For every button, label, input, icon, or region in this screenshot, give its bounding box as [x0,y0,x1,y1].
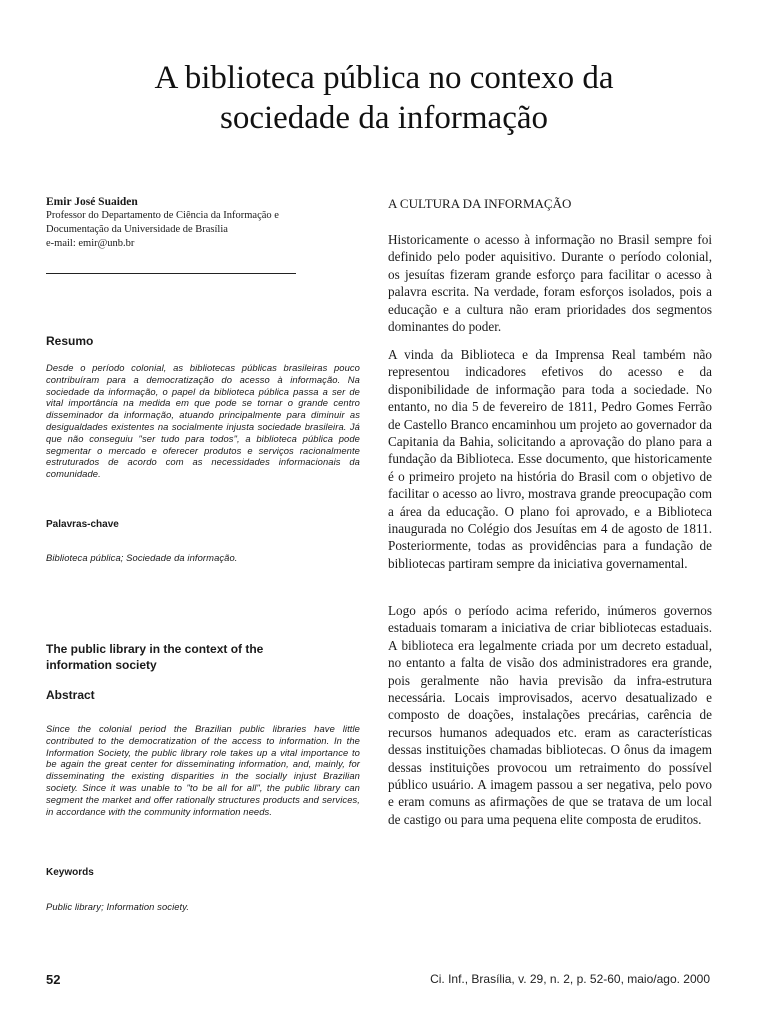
abstract-text: Since the colonial period the Brazilian public libraries have little contributed to the democratization of the access to information. In the Information Society, the public library role takes up a vital importance to be again the great center for disseminating information, and, mainly, for disseminating the existing disparities in the socially injust Brazilian society. Since it was unable to "to be all for all", the public library can segment the market and offer rationally structures products and services, in accordance with the community information needs. [46,723,360,817]
body-paragraph-3: Logo após o período acima referido, inúmeros governos estaduais tomaram a iniciativa de criar bibliotecas estaduais. A biblioteca era legalmente criada por um decreto estadual, no entanto a falta de visão dos administradores era grande, pois geralmente não havia previsão da infra-estrutura necessária. Locais improvisados, acervo desatualizado e composto de doações, instalações precárias, carência de recursos humanos adequados etc. eram as características dessas instituições chamadas bibliotecas. O ônus da imagem dessas instituições provocou um retraimento do possível público usuário. A imagem passou a ser negativa, pelo povo e eram comuns as afirmações de que se tratava de um local de castigo ou para uma pequena elite composta de eruditos. [388,603,712,827]
author-divider [46,273,296,274]
author-email: e-mail: emir@unb.br [46,238,135,249]
author-block [46,195,366,251]
article-title-line1: A biblioteca pública no contexo da [154,60,614,96]
body-paragraph-2: A vinda da Biblioteca e da Imprensa Real também não representou indicadores efetivos do acesso e da disponibilidade de informação para toda a sociedade. No entanto, no dia 5 de fevereiro de 1811, Pedro Gomes Ferrão de Castello Branco encaminhou um projeto ao governador da Capitania da Bahia, solicitando a aprovação do plano para a fundação da Biblioteca. Esse documento, que historicamente é o primeiro projeto na história do Brasil com o objetivo de facilitar o acesso ao livro, mostrava grande preocupação com a área da educação. O plano foi aprovado, e a Biblioteca inaugurada no Colégio dos Jesuítas em 4 de agosto de 1811. Posteriormente, todas as providências para a fundação de bibliotecas partiram sempre da iniciativa governamental. [388,347,712,571]
keywords-heading: Keywords [46,867,94,878]
author-affiliation-line2: Documentação da Universidade de Brasília [46,224,228,235]
resumo-heading: Resumo [46,334,94,348]
body-paragraph-1: Historicamente o acesso à informação no Brasil sempre foi definido pelo poder aquisitivo. Durante o período colonial, os jesuítas fizeram grande esforço para facilitar o acesso à palavra escrita. Na verdade, foram esforços isolados, pois a educação e a cultura não eram prioridades dos segmentos dominantes do poder. [388,232,712,335]
english-title-line2: information society [46,658,157,672]
resumo-text: Desde o período colonial, as bibliotecas públicas brasileiras pouco contribuíram para a democratização do acesso à informação. Na sociedade da informação, o papel da biblioteca pública passa a ser de vital importância na medida em que pode se tornar o grande centro disseminador da informação, atuando principalmente para diminuir as desigualdades existentes na socialmente injusta sociedade brasileira. Já que não conseguiu "ser tudo para todos", a biblioteca pública pode segmentar o mercado e oferecer produtos e serviços racionalmente estruturados de acordo com as necessidades informacionais da comunidade. [46,362,360,480]
palavras-chave-text: Biblioteca pública; Sociedade da informação. [46,552,238,563]
author-affiliation-line1: Professor do Departamento de Ciência da Informação e [46,210,279,221]
article-title [0,58,768,138]
journal-citation: Ci. Inf., Brasília, v. 29, n. 2, p. 52-60, maio/ago. 2000 [430,972,710,986]
article-title-line2: sociedade da informação [219,100,548,136]
page-number: 52 [46,972,61,987]
english-title-line1: The public library in the context of the [46,642,264,656]
section-heading: A CULTURA DA INFORMAÇÃO [388,196,572,211]
author-name: Emir José Suaiden [46,196,138,208]
keywords-text: Public library; Information society. [46,901,190,912]
abstract-heading: Abstract [46,688,95,702]
english-title [46,641,366,673]
palavras-chave-heading: Palavras-chave [46,519,119,530]
